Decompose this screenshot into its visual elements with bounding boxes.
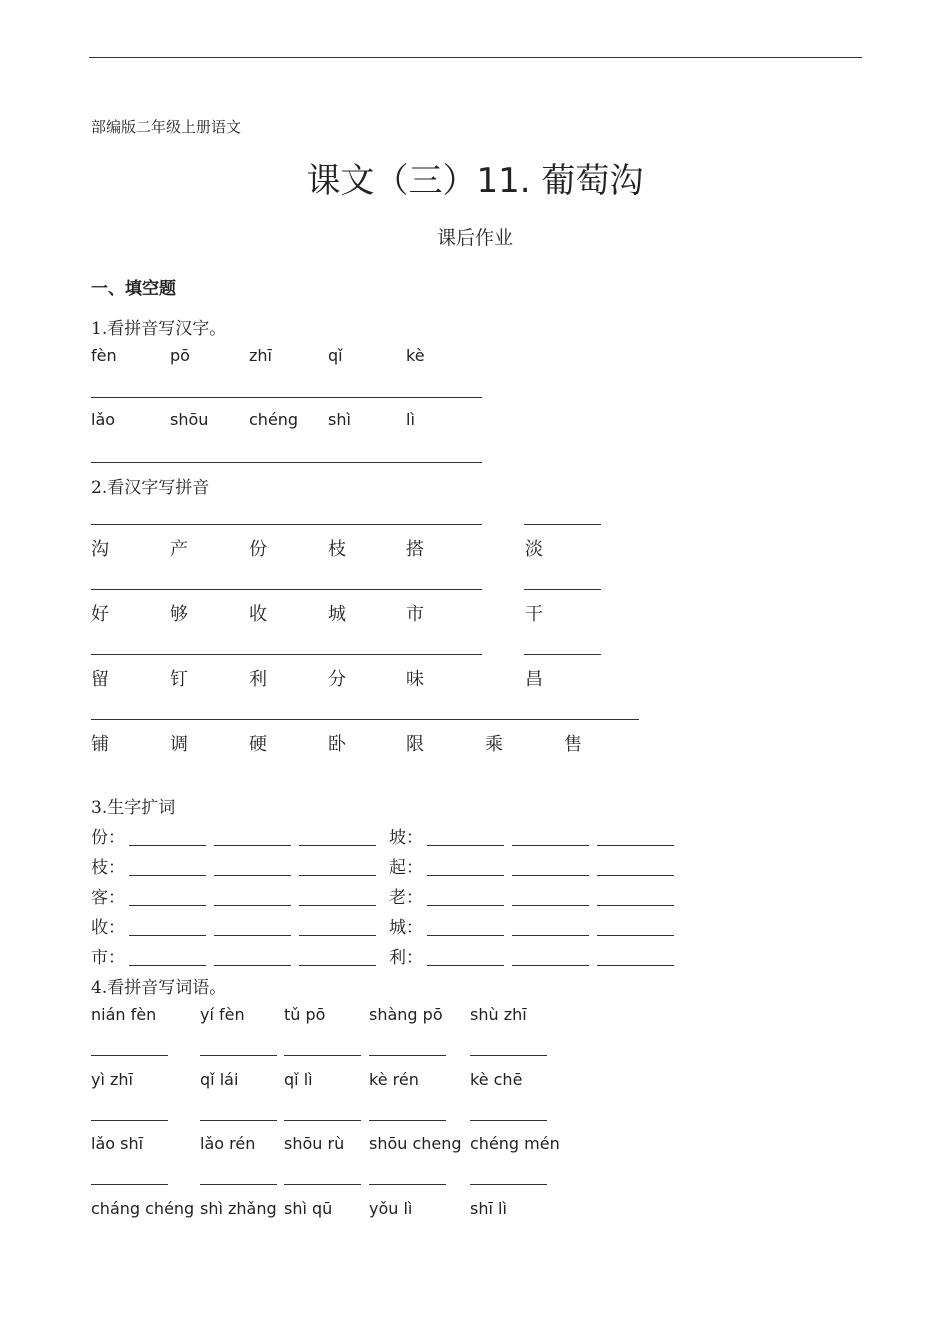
pinyin-word-label: shì qū <box>284 1199 333 1218</box>
answer-blank-row[interactable] <box>91 589 482 590</box>
pinyin-word-label: yí fèn <box>200 1005 245 1024</box>
hanzi-label: 昌 <box>525 669 543 690</box>
pinyin-word-label: shōu cheng <box>369 1134 462 1153</box>
answer-blank-row[interactable] <box>91 654 482 655</box>
answer-blank[interactable] <box>470 1120 547 1121</box>
pinyin-label: shōu <box>170 410 209 429</box>
pinyin-word-label: shōu rù <box>284 1134 345 1153</box>
pinyin-word-label: shàng pō <box>369 1005 443 1024</box>
answer-blank[interactable] <box>512 905 589 906</box>
pinyin-label: chéng <box>249 410 299 429</box>
character-label: 老： <box>389 888 423 908</box>
pinyin-label: pō <box>170 346 190 365</box>
answer-blank[interactable] <box>427 905 504 906</box>
answer-blank[interactable] <box>91 1055 168 1056</box>
pinyin-word-label: chéng mén <box>470 1134 560 1153</box>
hanzi-label: 枝 <box>328 539 346 560</box>
answer-blank[interactable] <box>200 1120 277 1121</box>
section-heading: 一、填空题 <box>91 279 176 299</box>
hanzi-label: 分 <box>328 669 346 690</box>
answer-blank[interactable] <box>129 935 206 936</box>
question-1-title: 1.看拼音写汉字。 <box>91 319 227 339</box>
answer-blank[interactable] <box>427 875 504 876</box>
pinyin-label: kè <box>406 346 425 365</box>
hanzi-label: 利 <box>249 669 267 690</box>
answer-blank[interactable] <box>129 905 206 906</box>
hanzi-label: 卧 <box>328 734 346 755</box>
hanzi-label: 留 <box>91 669 109 690</box>
character-label: 城： <box>389 918 423 938</box>
answer-blank[interactable] <box>129 965 206 966</box>
pinyin-word-label: qǐ lái <box>200 1070 239 1089</box>
character-label: 份： <box>91 828 125 848</box>
character-label: 枝： <box>91 858 125 878</box>
grade-label: 部编版二年级上册语文 <box>91 118 242 136</box>
pinyin-word-label: yǒu lì <box>369 1199 413 1218</box>
answer-blank[interactable] <box>524 654 601 655</box>
answer-blank-row[interactable] <box>91 462 482 463</box>
pinyin-word-label: nián fèn <box>91 1005 157 1024</box>
answer-blank[interactable] <box>129 875 206 876</box>
answer-blank[interactable] <box>512 875 589 876</box>
answer-blank[interactable] <box>597 875 674 876</box>
answer-blank-row[interactable] <box>91 719 639 720</box>
answer-blank[interactable] <box>284 1184 361 1185</box>
character-label: 市： <box>91 948 125 968</box>
page-title: 课文（三）11. 葡萄沟 <box>306 161 644 201</box>
answer-blank[interactable] <box>200 1055 277 1056</box>
pinyin-word-label: lǎo rén <box>200 1134 256 1153</box>
answer-blank[interactable] <box>470 1055 547 1056</box>
answer-blank[interactable] <box>284 1055 361 1056</box>
answer-blank[interactable] <box>91 1184 168 1185</box>
character-label: 坡： <box>389 828 423 848</box>
answer-blank[interactable] <box>299 875 376 876</box>
page-subtitle: 课后作业 <box>436 227 513 249</box>
question-3-title: 3.生字扩词 <box>91 798 176 818</box>
character-label: 收： <box>91 918 125 938</box>
answer-blank-row[interactable] <box>91 397 482 398</box>
hanzi-label: 钉 <box>170 669 188 690</box>
hanzi-label: 售 <box>564 734 582 755</box>
pinyin-word-label: yì zhī <box>91 1070 133 1089</box>
pinyin-label: qǐ <box>328 346 343 365</box>
hanzi-label: 硬 <box>249 734 267 755</box>
answer-blank[interactable] <box>299 905 376 906</box>
answer-blank[interactable] <box>369 1055 446 1056</box>
pinyin-label: shì <box>328 410 351 429</box>
answer-blank[interactable] <box>284 1120 361 1121</box>
answer-blank[interactable] <box>214 845 291 846</box>
hanzi-label: 够 <box>170 604 188 625</box>
hanzi-label: 味 <box>406 669 424 690</box>
pinyin-word-label: lǎo shī <box>91 1134 144 1153</box>
hanzi-label: 调 <box>170 734 188 755</box>
answer-blank[interactable] <box>597 845 674 846</box>
answer-blank[interactable] <box>427 935 504 936</box>
answer-blank[interactable] <box>427 965 504 966</box>
hanzi-label: 干 <box>525 604 543 625</box>
header-rule <box>89 57 862 58</box>
character-label: 起： <box>389 858 423 878</box>
character-label: 利： <box>389 948 423 968</box>
pinyin-label: lǎo <box>91 410 116 429</box>
answer-blank[interactable] <box>299 965 376 966</box>
answer-blank[interactable] <box>214 905 291 906</box>
hanzi-label: 限 <box>406 734 424 755</box>
pinyin-word-label: shì zhǎng <box>200 1199 277 1218</box>
pinyin-label: zhī <box>249 346 272 365</box>
answer-blank[interactable] <box>214 965 291 966</box>
hanzi-label: 沟 <box>91 539 109 560</box>
hanzi-label: 收 <box>249 604 267 625</box>
answer-blank[interactable] <box>91 1120 168 1121</box>
question-2-title: 2.看汉字写拼音 <box>91 478 210 498</box>
character-label: 客： <box>91 888 125 908</box>
answer-blank[interactable] <box>214 875 291 876</box>
question-4-title: 4.看拼音写词语。 <box>91 978 227 998</box>
answer-blank[interactable] <box>524 524 601 525</box>
pinyin-word-label: kè rén <box>369 1070 419 1089</box>
pinyin-word-label: shù zhī <box>470 1005 527 1024</box>
answer-blank[interactable] <box>299 935 376 936</box>
pinyin-word-label: shī lì <box>470 1199 507 1218</box>
hanzi-label: 乘 <box>485 734 503 755</box>
answer-blank[interactable] <box>597 935 674 936</box>
answer-blank[interactable] <box>512 845 589 846</box>
hanzi-label: 产 <box>170 539 188 560</box>
answer-blank[interactable] <box>470 1184 547 1185</box>
hanzi-label: 市 <box>406 604 424 625</box>
pinyin-label: lì <box>406 410 415 429</box>
answer-blank[interactable] <box>369 1120 446 1121</box>
answer-blank[interactable] <box>597 965 674 966</box>
pinyin-label: fèn <box>91 346 117 365</box>
hanzi-label: 好 <box>91 604 109 625</box>
answer-blank[interactable] <box>427 845 504 846</box>
hanzi-label: 搭 <box>406 539 424 560</box>
hanzi-label: 淡 <box>525 539 543 560</box>
answer-blank[interactable] <box>200 1184 277 1185</box>
pinyin-word-label: kè chē <box>470 1070 523 1089</box>
pinyin-word-label: cháng chéng <box>91 1199 195 1218</box>
pinyin-word-label: qǐ lì <box>284 1070 313 1089</box>
pinyin-word-label: tǔ pō <box>284 1005 326 1024</box>
hanzi-label: 份 <box>249 539 267 560</box>
answer-blank[interactable] <box>512 965 589 966</box>
hanzi-label: 城 <box>328 604 346 625</box>
answer-blank[interactable] <box>299 845 376 846</box>
answer-blank[interactable] <box>512 935 589 936</box>
answer-blank[interactable] <box>369 1184 446 1185</box>
answer-blank[interactable] <box>524 589 601 590</box>
answer-blank[interactable] <box>214 935 291 936</box>
answer-blank-row[interactable] <box>91 524 482 525</box>
answer-blank[interactable] <box>597 905 674 906</box>
answer-blank[interactable] <box>129 845 206 846</box>
hanzi-label: 铺 <box>91 734 109 755</box>
